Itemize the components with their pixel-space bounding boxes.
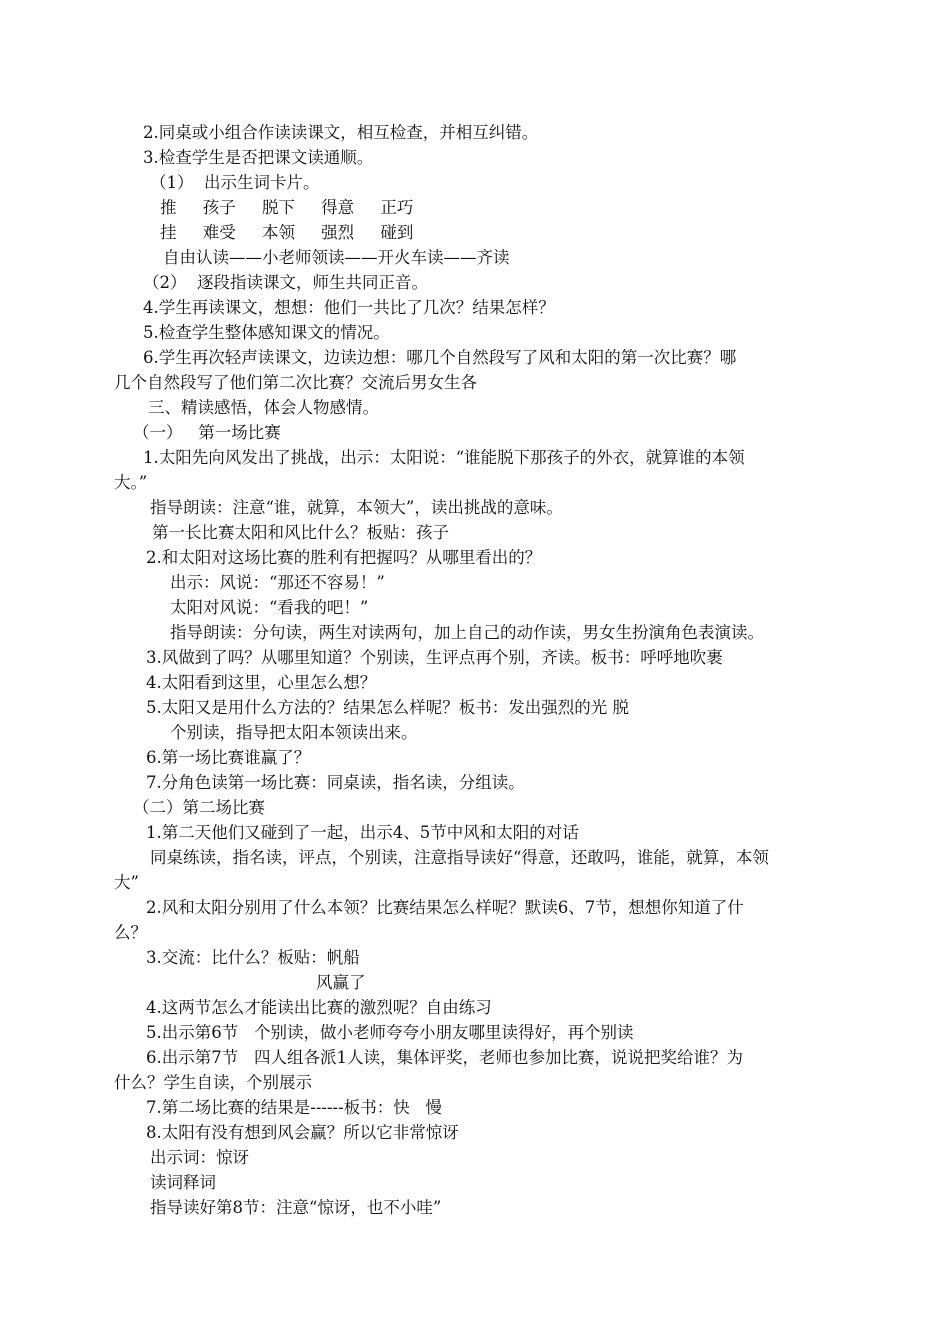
text-line: 大” [114, 873, 139, 892]
text-line: 2.和太阳对这场比赛的胜利有把握吗？从哪里看出的？ [146, 548, 542, 567]
text-line: 出示词：惊讶 [150, 1148, 249, 1167]
text-line: 大。” [114, 473, 148, 492]
text-line: 指导朗读：分句读，两生对读两句，加上自己的动作读，男女生扮演角色表演读。 [170, 623, 764, 642]
text-line: 2.风和太阳分别用了什么本领？比赛结果怎么样呢？默读6、7节，想想你知道了什 [146, 898, 744, 917]
text-line: 太阳对风说：“看我的吧！” [170, 598, 369, 617]
text-line: 7.分角色读第一场比赛：同桌读，指名读，分组读。 [146, 773, 525, 792]
text-line: 6.学生再次轻声读课文，边读边想：哪几个自然段写了风和太阳的第一次比赛？哪 [143, 348, 737, 367]
text-line: 出示：风说：“那还不容易！” [170, 573, 385, 592]
text-line: 指导朗读：注意“谁，就算，本领大”，读出挑战的意味。 [150, 498, 563, 517]
text-line: 2.同桌或小组合作读读课文，相互检查，并相互纠错。 [143, 123, 539, 142]
text-line: 8.太阳有没有想到风会赢？所以它非常惊讶 [146, 1123, 459, 1142]
text-line: 6.出示第7节 四人组各派1人读，集体评奖，老师也参加比赛，说说把奖给谁？为 [146, 1048, 743, 1067]
text-line: 自由认读——小老师领读——开火车读——齐读 [163, 248, 510, 267]
text-line: 4.这两节怎么才能读出比赛的激烈呢？自由练习 [146, 998, 492, 1017]
text-line: 么？ [114, 923, 147, 942]
text-line: 4.太阳看到这里，心里怎么想？ [146, 673, 377, 692]
text-line: 1.太阳先向风发出了挑战，出示：太阳说：“谁能脱下那孩子的外衣，就算谁的本领 [143, 448, 745, 467]
text-line: 风赢了 [316, 973, 366, 992]
text-line: （二）第二场比赛 [133, 798, 265, 817]
text-line: （1） 出示生词卡片。 [150, 173, 320, 192]
text-line: 推 孩子 脱下 得意 正巧 [160, 198, 414, 217]
text-line: 挂 难受 本领 强烈 碰到 [160, 223, 414, 242]
text-line: 6.第一场比赛谁赢了？ [146, 748, 311, 767]
text-line: 5.检查学生整体感知课文的情况。 [143, 323, 390, 342]
text-line: 7.第二场比赛的结果是------板书：快 慢 [146, 1098, 442, 1117]
text-line: 三、精读感悟，体会人物感情。 [148, 398, 379, 417]
text-line: （一） 第一场比赛 [133, 423, 281, 442]
text-line: 3.检查学生是否把课文读通顺。 [143, 148, 374, 167]
text-line: 5.出示第6节 个别读，做小老师夸夸小朋友哪里读得好，再个别读 [146, 1023, 634, 1042]
text-line: 什么？学生自读，个别展示 [114, 1073, 312, 1092]
text-line: 4.学生再读课文，想想：他们一共比了几次？结果怎样？ [143, 298, 555, 317]
text-line: 3.交流：比什么？板贴：帆船 [146, 948, 360, 967]
text-line: 3.风做到了吗？从哪里知道？个别读，生评点再个别，齐读。板书：呼呼地吹裹 [146, 648, 723, 667]
text-line: （2） 逐段指读课文，师生共同正音。 [143, 273, 428, 292]
text-line: 5.太阳又是用什么方法的？结果怎么样呢？板书：发出强烈的光 脱 [146, 698, 629, 717]
text-line: 第一长比赛太阳和风比什么？板贴：孩子 [152, 523, 449, 542]
text-line: 1.第二天他们又碰到了一起，出示4、5节中风和太阳的对话 [146, 823, 579, 842]
text-line: 几个自然段写了他们第二次比赛？交流后男女生各 [114, 373, 477, 392]
text-line: 指导读好第8节：注意“惊讶，也不小哇” [150, 1198, 442, 1217]
text-line: 同桌练读，指名读，评点，个别读，注意指导读好“得意，还敢吗，谁能，就算，本领 [150, 848, 769, 867]
text-line: 读词释词 [150, 1173, 216, 1192]
text-line: 个别读，指导把太阳本领读出来。 [170, 723, 418, 742]
